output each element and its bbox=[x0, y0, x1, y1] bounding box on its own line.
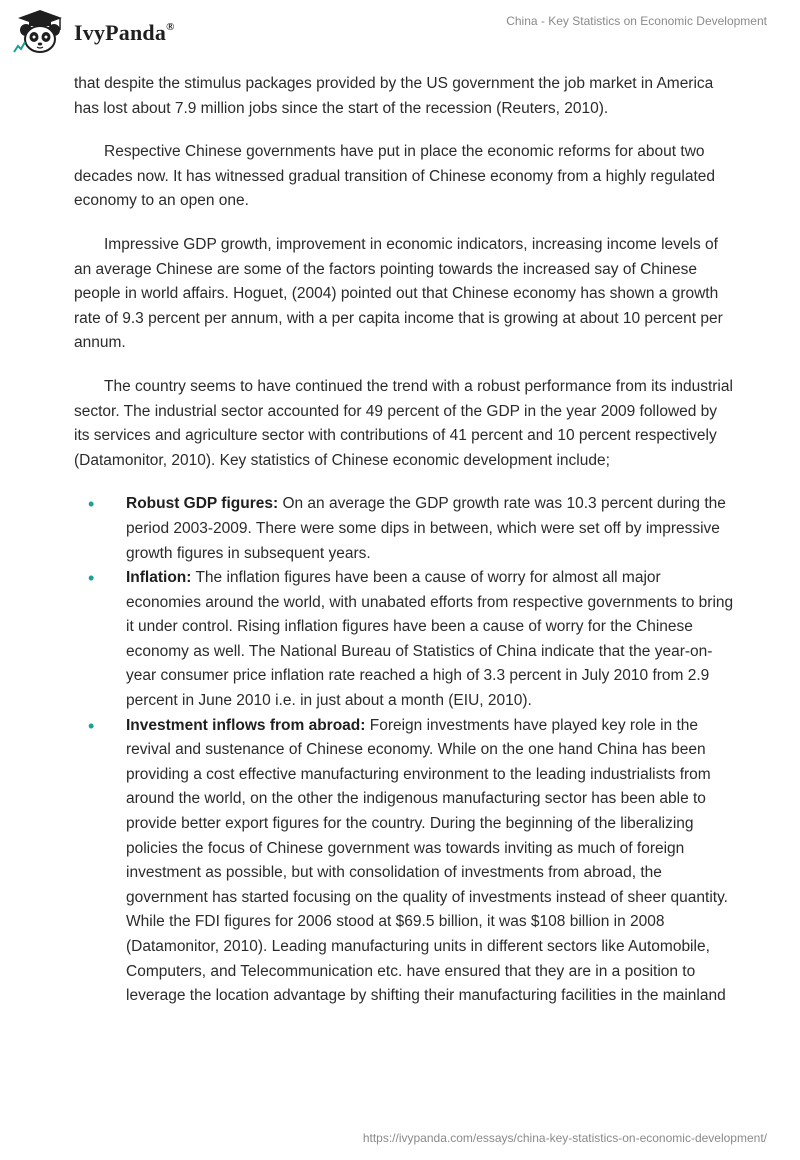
paragraph: Impressive GDP growth, improvement in economic indicators, increasing income levels of an average Chinese are some of the factors pointing towards the increased say of Chinese people in world affairs. Hoguet, (2004) pointed out that Chinese economy has shown a growth rate of 9.3 percent per annum, with a per capita income that is growing at about 10 percent per annum. bbox=[74, 235, 723, 352]
registered-mark: ® bbox=[166, 20, 175, 33]
article-body bbox=[74, 72, 734, 1009]
list-item-gdp bbox=[74, 492, 734, 566]
page-header bbox=[0, 0, 800, 62]
bullet-text: Foreign investments have played key role in the revival and sustenance of Chinese economy. While on the one hand China has been providing a cost effective manufacturing environment to the leading industrialists from around the world, on the other the indigenous manufacturing sector has been able to provide better export figures for the country. During the beginning of the liberalizing policies the focus of Chinese government was towards inviting as much of foreign investment as possible, but with consolidation of investments from abroad, the government has started focusing on the quality of investments instead of sheer quantity. While the FDI figures for 2006 stood at $69.5 billion, it was $108 billion in 2008 (Datamonitor, 2010). Leading manufacturing units in different sectors like Automobile, Computers, and Telecommunication etc. have ensured that they are in a position to leverage the location advantage by shifting their manufacturing facilities in the mainland bbox=[126, 716, 728, 1005]
document-title: China - Key Statistics on Economic Development bbox=[506, 14, 767, 28]
paragraph: The country seems to have continued the trend with a robust performance from its industrial sector. The industrial sector accounted for 49 percent of the GDP in the year 2009 followed by its services and agriculture sector with contributions of 41 percent and 10 percent respectively (Datamonitor, 2010). Key statistics of Chinese economic development include; bbox=[74, 377, 733, 469]
paragraph: that despite the stimulus packages provided by the US government the job market in America has lost about 7.9 million jobs since the start of the recession (Reuters, 2010). bbox=[74, 75, 714, 117]
brand-text[interactable]: IvyPanda bbox=[74, 20, 167, 45]
bullet-text: On an average the GDP growth rate was 10.3 percent during the period 2003-2009. There were some dips in between, which were set off by impressive growth figures in subsequent years. bbox=[126, 495, 726, 562]
list-item-investment bbox=[74, 714, 734, 1009]
bullet-icon: • bbox=[88, 568, 95, 589]
brand-name[interactable] bbox=[74, 20, 175, 46]
bullet-heading: Inflation: bbox=[126, 569, 192, 587]
bullet-heading: Robust GDP figures: bbox=[126, 495, 279, 513]
bullet-icon: • bbox=[88, 494, 95, 515]
paragraph: Respective Chinese governments have put in place the economic reforms for about two decades now. It has witnessed gradual transition of Chinese economy from a highly regulated economy to an open one. bbox=[74, 143, 716, 210]
key-statistics-list bbox=[74, 492, 734, 1008]
bullet-text: The inflation figures have been a cause of worry for almost all major economies around the world, with unabated efforts from respective governments to bring it under control. Rising inflation figures have been a cause of worry for the Chinese economy as well. The National Bureau of Statistics of China indicate that the year-on-year consumer price inflation rate reached a high of 3.3 percent in July 2010 from 2.9 percent in June 2010 i.e. in just about a month (EIU, 2010). bbox=[126, 569, 734, 710]
bullet-heading: Investment inflows from abroad: bbox=[126, 716, 366, 734]
panda-graduate-logo-icon[interactable] bbox=[12, 8, 68, 56]
bullet-icon: • bbox=[88, 715, 95, 736]
list-item-inflation bbox=[74, 566, 734, 714]
source-url[interactable]: https://ivypanda.com/essays/china-key-statistics-on-economic-development/ bbox=[362, 1131, 767, 1145]
